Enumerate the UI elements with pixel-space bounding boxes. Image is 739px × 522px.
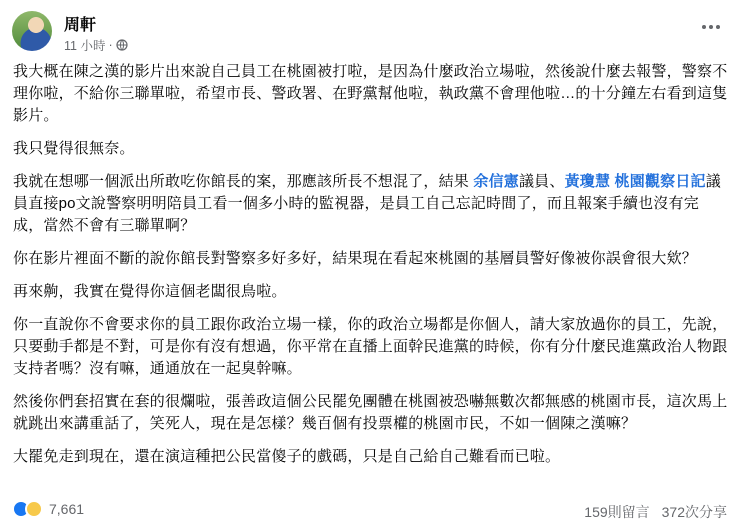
haha-icon — [25, 500, 43, 518]
avatar[interactable] — [12, 11, 52, 51]
post-stats — [584, 502, 727, 522]
paragraph-8: 大罷免走到現在，還在演這種把公民當傻子的戲碼，只是自己給自己難看而已啦。 — [13, 448, 561, 465]
paragraph-5: 再來齁，我實在覺得你這個老闆很鳥啦。 — [13, 283, 287, 300]
share-count[interactable]: 372次分享 — [661, 504, 727, 520]
paragraph-3 — [13, 171, 729, 237]
reaction-count[interactable]: 7,661 — [49, 501, 85, 517]
post-body — [13, 61, 729, 479]
post-meta — [64, 36, 128, 54]
post-footer — [12, 500, 727, 520]
mention-link-1[interactable]: 余信憲 — [473, 173, 519, 190]
paragraph-4: 你在影片裡面不斷的說你館長對警察多好多好，結果現在看起來桃園的基層員警好像被你誤會很大欸？ — [13, 250, 698, 267]
comment-count[interactable]: 159則留言 — [584, 504, 650, 520]
post-time[interactable]: 11 小時 — [64, 39, 106, 53]
globe-icon — [116, 39, 128, 51]
paragraph-6: 你一直說你不會要求你的員工跟你政治立場一樣，你的政治立場都是你個人，請大家放過你的員工，先說，只要動手都是不對，可是你有沒有想過，你平常在直播上面幹民進黨的時候，你有分什麼民進黨政治人物跟支持者嗎？沒有嘛，通通放在一起臭幹嘛。 — [13, 316, 728, 377]
post-header — [12, 11, 727, 55]
paragraph-2: 我只覺得很無奈。 — [13, 140, 135, 157]
reactions[interactable] — [12, 500, 84, 518]
mention-link-2[interactable]: 黃瓊慧 桃園觀察日記 — [564, 173, 706, 190]
author-name[interactable]: 周軒 — [64, 17, 97, 34]
paragraph-3-text-b: 議員、 — [518, 173, 565, 190]
meta-separator: · — [108, 38, 113, 52]
paragraph-1: 我大概在陳之漢的影片出來說自己員工在桃園被打啦，是因為什麼政治立場啦，然後說什麼去報警，警察不理你啦，不給你三聯單啦，希望市長、警政署、在野黨幫他啦，執政黨不會理他啦…的十分鐘左右看到這隻影片。 — [13, 63, 728, 124]
paragraph-3-text-c: 議員直接po文說警察明明陪員工看一個多小時的監視器，是員工自己忘記時間了，而且報案手續也沒有完成，當然不會有三聯單啊？ — [13, 173, 721, 234]
more-icon[interactable] — [699, 19, 723, 35]
paragraph-3-text-a: 我就在想哪一個派出所敢吃你館長的案，那應該所長不想混了，結果 — [13, 173, 474, 190]
paragraph-7: 然後你們套招實在套的很爛啦，張善政這個公民罷免團體在桃園被恐嚇無數次都無感的桃園市長，這次馬上就跳出來講重話了，笑死人，現在是怎樣？幾百個有投票權的桃園市民，不如一個陳之漢嘛？ — [13, 393, 728, 432]
